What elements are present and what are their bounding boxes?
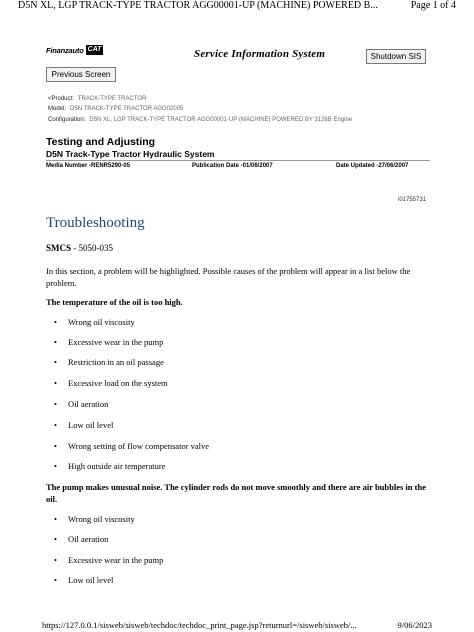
meta-model-value: D5N TRACK-TYPE TRACTOR AGG02005	[70, 106, 184, 112]
list-item: • Excessive wear in the pump	[56, 337, 163, 347]
previous-screen-button[interactable]: Previous Screen	[46, 67, 116, 82]
publication-date: Publication Date -01/06/2007	[192, 163, 273, 169]
meta-model-label: Model:	[48, 106, 67, 112]
print-header	[0, 0, 474, 14]
list-item: • Excessive wear in the pump	[56, 555, 163, 565]
meta-product-label: <Product:	[48, 96, 74, 102]
section-subtitle: D5N Track-Type Tractor Hydraulic System	[46, 149, 215, 159]
sis-title: Service Information System	[194, 48, 326, 60]
date-updated: Date Updated -27/06/2007	[336, 163, 409, 169]
shutdown-sis-button[interactable]: Shutdown SIS	[366, 49, 426, 64]
list-item: • High outside air temperature	[56, 461, 165, 471]
print-footer-url: https://127.0.0.1/sisweb/sisweb/techdoc/techdoc_print_page.jsp?returnurl=/sisweb/sisweb/...	[42, 620, 357, 630]
smcs-code	[46, 243, 113, 253]
finanzauto-cat-logo	[46, 44, 116, 56]
list-item: • Wrong oil viscosity	[56, 514, 135, 524]
list-item: • Low oil level	[56, 420, 113, 430]
list-item: • Restriction in an oil passage	[56, 357, 164, 367]
list-item: • Excessive load on the system	[56, 378, 168, 388]
intro-paragraph: In this section, a problem will be highlighted. Possible causes of the problem will appear in a list below the problem.	[46, 266, 411, 288]
print-footer	[0, 620, 474, 632]
meta-configuration	[48, 117, 352, 123]
smcs-label: SMCS	[46, 243, 72, 253]
illustration-id: i01755731	[398, 197, 427, 203]
cat-logo-icon: CAT	[87, 46, 102, 53]
meta-config-label: Configuration:	[48, 117, 86, 123]
problem-heading: The pump makes unusual noise. The cylinder rods do not move smoothly and there are air bubbles in the oil.	[46, 482, 426, 504]
problem-heading: The temperature of the oil is too high.	[46, 297, 183, 307]
meta-product-value: TRACK-TYPE TRACTOR	[77, 96, 147, 102]
smcs-value: - 5050-035	[71, 243, 114, 253]
brand-name: Finanzauto	[46, 45, 84, 55]
print-header-title: D5N XL, LGP TRACK-TYPE TRACTOR AGG00001-UP (MACHINE) POWERED B...	[18, 0, 378, 11]
list-item: • Low oil level	[56, 575, 113, 585]
section-title: Testing and Adjusting	[46, 136, 156, 148]
meta-config-value: D5N XL, LGP TRACK-TYPE TRACTOR AGG00001-UP (MACHINE) POWERED BY 3126B Engine	[89, 117, 353, 123]
divider	[46, 160, 430, 161]
document-title: Troubleshooting	[46, 215, 145, 231]
meta-product	[48, 96, 146, 102]
list-item: • Oil aeration	[56, 399, 108, 409]
print-footer-date: 9/06/2023	[397, 620, 432, 630]
meta-model	[48, 106, 183, 112]
list-item: • Wrong setting of flow compensator valve	[56, 441, 209, 451]
media-number: Media Number -RENR5290-05	[46, 163, 131, 169]
list-item: • Oil aeration	[56, 534, 108, 544]
print-header-page: Page 1 of 4	[410, 0, 456, 11]
list-item: • Wrong oil viscosity	[56, 317, 135, 327]
